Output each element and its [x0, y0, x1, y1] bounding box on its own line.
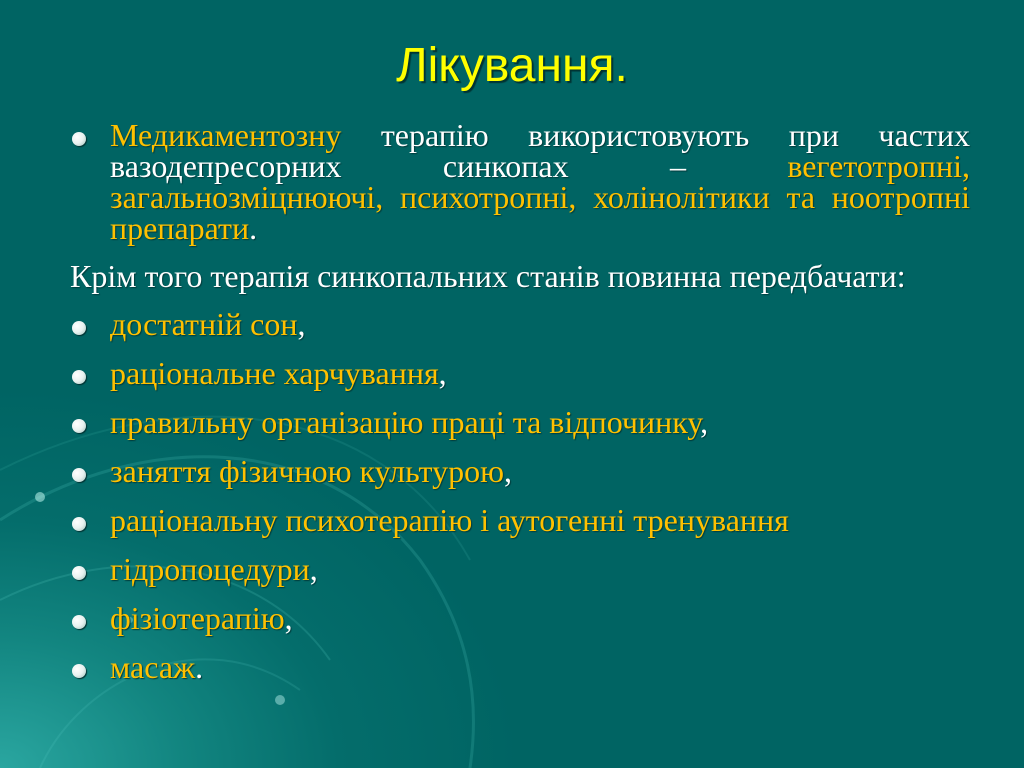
list-item-text: правильну організацію праці та відпочинку	[110, 404, 701, 440]
intro-text: терапію використовують при частих вазодепресорних синкопах –	[110, 117, 970, 184]
list-item	[70, 404, 970, 440]
slide-body	[70, 117, 970, 701]
list-item-end: ,	[297, 306, 306, 342]
list-item	[70, 453, 970, 489]
recommendation-list	[70, 306, 970, 685]
list-item-end: .	[195, 649, 204, 685]
note-paragraph: Крім того терапія синкопальних станів повинна передбачати:	[70, 258, 906, 294]
list-item-text: достатній сон	[110, 306, 298, 342]
list-item-end: ,	[503, 453, 512, 489]
list-item-end: ,	[309, 551, 318, 587]
list-item-text: фізіотерапію	[110, 600, 285, 636]
list-item-text: раціональну психотерапію і аутогенні тренування	[110, 502, 789, 538]
intro-end: .	[249, 210, 258, 246]
intro-highlight-lead: Медикаментозну	[110, 117, 342, 153]
list-item-text: гідропоцедури	[110, 551, 310, 587]
list-item-end: ,	[284, 600, 293, 636]
list-item	[70, 551, 970, 587]
list-item-end: ,	[438, 355, 447, 391]
list-item-text: заняття фізичною культурою	[110, 453, 504, 489]
list-item	[70, 306, 970, 342]
list-item	[70, 649, 970, 685]
slide-title: Лікування.	[396, 39, 628, 92]
intro-bullet	[70, 117, 970, 246]
list-item	[70, 355, 970, 391]
intro-highlight-drugs: вегетотропні, загальнозміцнюючі, психотропні, холінолітики та ноотропні препарати	[110, 148, 970, 246]
list-item	[70, 502, 970, 538]
list-item-text: масаж	[110, 649, 196, 685]
list-item-end: ,	[700, 404, 709, 440]
list-item	[70, 600, 970, 636]
list-item-text: раціональне харчування	[110, 355, 439, 391]
